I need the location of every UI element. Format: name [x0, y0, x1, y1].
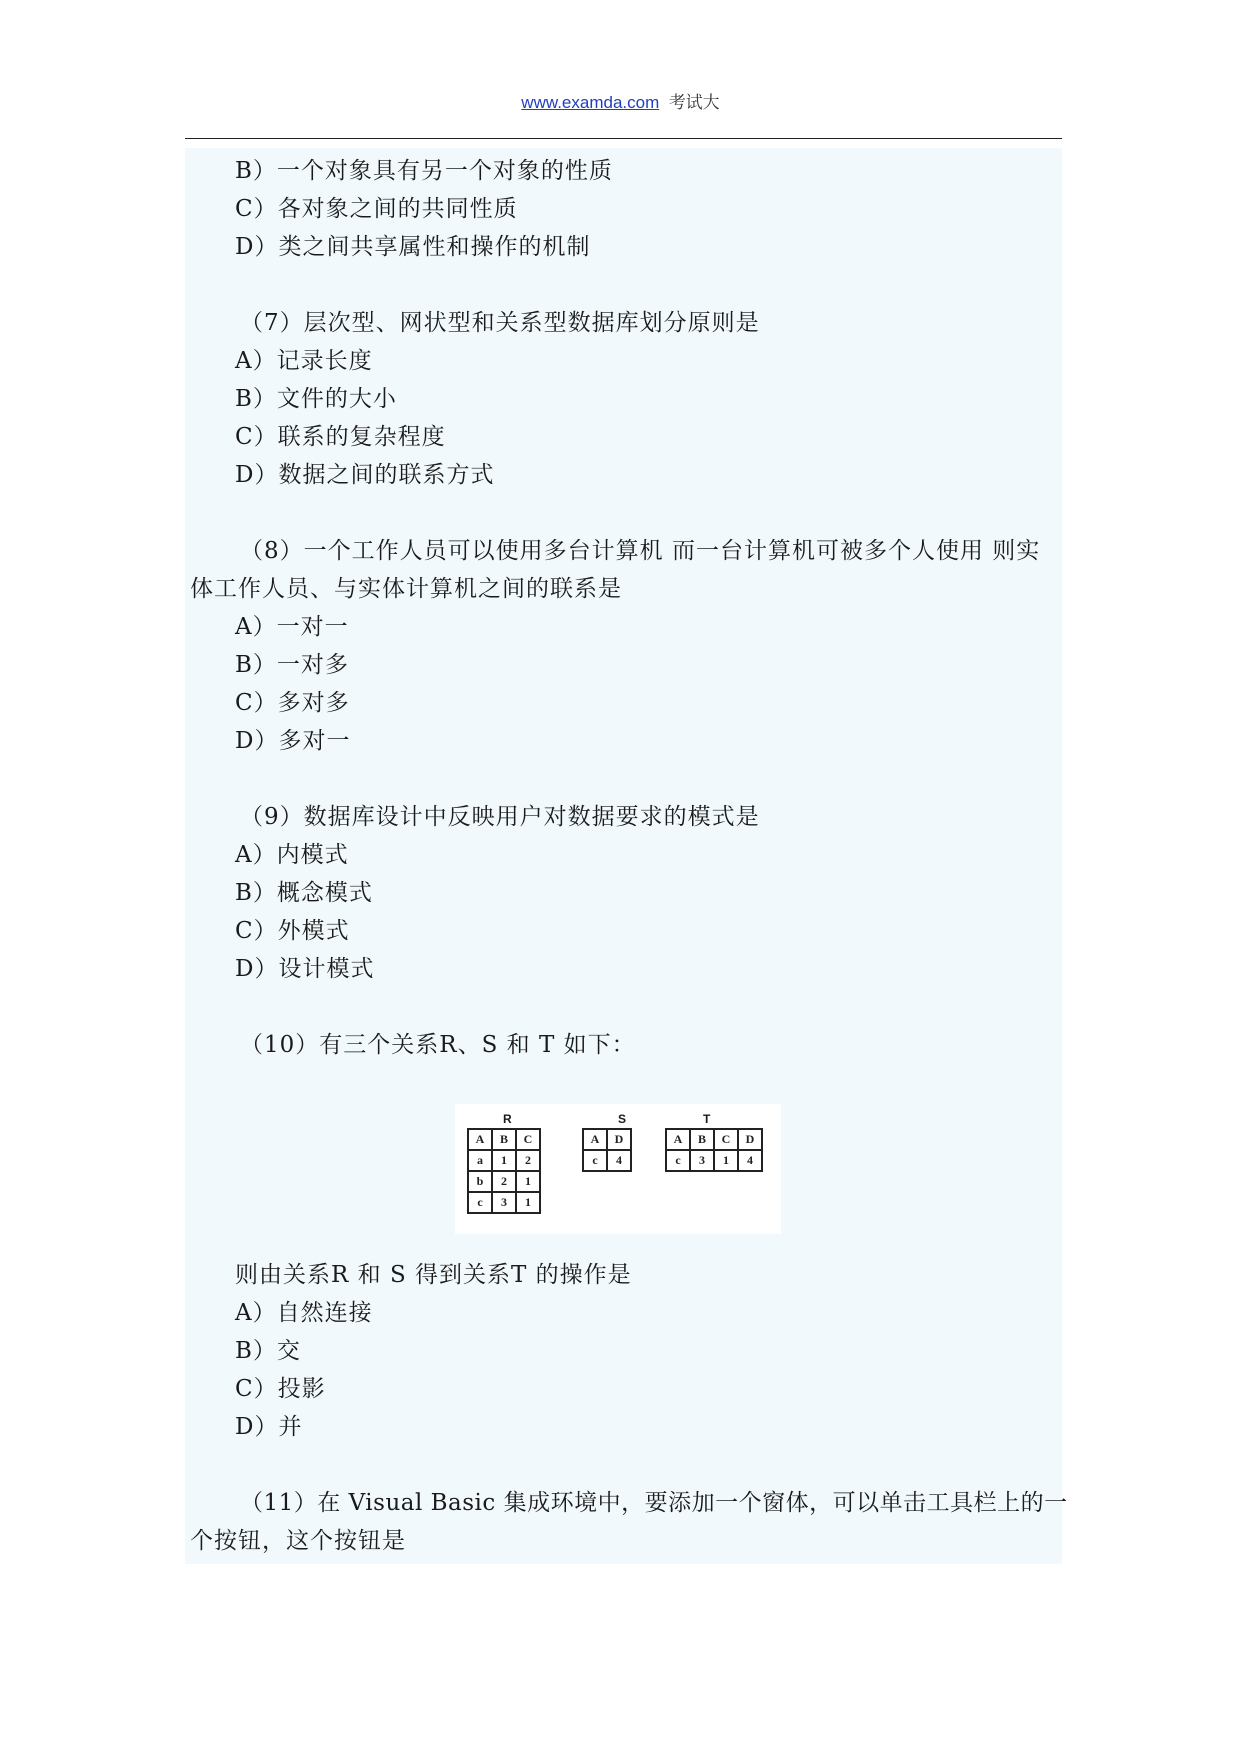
q8-option-a: A）一对一	[235, 614, 349, 640]
relation-cell: 1	[516, 1192, 540, 1213]
q10-option-a: A）自然连接	[235, 1300, 373, 1326]
header-divider	[185, 138, 1062, 139]
relation-t-label: T	[703, 1112, 711, 1126]
relation-cell: A	[666, 1129, 690, 1150]
relation-r-row	[468, 1129, 540, 1150]
relation-cell: C	[516, 1129, 540, 1150]
q9-question: （9）数据库设计中反映用户对数据要求的模式是	[240, 804, 760, 830]
relation-cell: 2	[516, 1150, 540, 1171]
relation-cell: B	[690, 1129, 714, 1150]
q10-question: （10）有三个关系R、S 和 T 如下：	[240, 1032, 636, 1058]
q10-option-d: D）并	[235, 1414, 303, 1440]
q6-option-d: D）类之间共享属性和操作的机制	[235, 234, 591, 260]
page-header	[0, 88, 1241, 113]
relation-t-table	[665, 1128, 763, 1172]
q9-option-d: D）设计模式	[235, 956, 375, 982]
q8-option-b: B）一对多	[235, 652, 349, 678]
relation-cell: 3	[690, 1150, 714, 1171]
q10-option-b: B）交	[235, 1338, 301, 1364]
relation-cell: 1	[714, 1150, 738, 1171]
relation-cell: c	[468, 1192, 492, 1213]
site-name: 考试大	[668, 93, 720, 112]
q9-option-a: A）内模式	[235, 842, 349, 868]
relation-cell: b	[468, 1171, 492, 1192]
relation-s-label: S	[618, 1112, 627, 1126]
relation-r-row	[468, 1192, 540, 1213]
q10-option-c: C）投影	[235, 1376, 326, 1402]
q7-option-a: A）记录长度	[235, 348, 373, 374]
q11-question-line1: （11）在 Visual Basic 集成环境中，要添加一个窗体，可以单击工具栏上的一	[240, 1490, 1068, 1516]
relation-cell: B	[492, 1129, 516, 1150]
relation-cell: c	[583, 1150, 607, 1171]
q11-question-line2: 个按钮，这个按钮是	[190, 1528, 406, 1554]
relation-cell: 1	[492, 1150, 516, 1171]
relation-cell: A	[468, 1129, 492, 1150]
relation-r-label: R	[503, 1112, 512, 1126]
q8-question-line1: （8）一个工作人员可以使用多台计算机 而一台计算机可被多个人使用 则实	[240, 538, 1041, 564]
relation-t-row	[666, 1150, 762, 1171]
relation-cell: 4	[607, 1150, 631, 1171]
q9-option-c: C）外模式	[235, 918, 350, 944]
q7-option-d: D）数据之间的联系方式	[235, 462, 495, 488]
relation-cell: c	[666, 1150, 690, 1171]
relation-cell: 3	[492, 1192, 516, 1213]
q6-option-c: C）各对象之间的共同性质	[235, 196, 518, 222]
relation-cell: a	[468, 1150, 492, 1171]
relation-cell: D	[607, 1129, 631, 1150]
relation-r-table	[467, 1128, 541, 1214]
q7-option-c: C）联系的复杂程度	[235, 424, 446, 450]
relation-s-row	[583, 1150, 631, 1171]
q8-question-line2: 体工作人员、与实体计算机之间的联系是	[190, 576, 622, 602]
relation-cell: A	[583, 1129, 607, 1150]
q7-question: （7）层次型、网状型和关系型数据库划分原则是	[240, 310, 760, 336]
relation-r-row	[468, 1150, 540, 1171]
q10-followup: 则由关系R 和 S 得到关系T 的操作是	[235, 1262, 632, 1288]
q8-option-c: C）多对多	[235, 690, 350, 716]
relation-cell: 4	[738, 1150, 762, 1171]
q7-option-b: B）文件的大小	[235, 386, 397, 412]
q6-option-b: B）一个对象具有另一个对象的性质	[235, 158, 613, 184]
relation-s-table	[582, 1128, 632, 1172]
relation-t-row	[666, 1129, 762, 1150]
relation-s-row	[583, 1129, 631, 1150]
relation-cell: C	[714, 1129, 738, 1150]
relations-figure	[455, 1104, 781, 1234]
document-body	[185, 148, 1068, 1564]
relation-cell: 2	[492, 1171, 516, 1192]
relation-cell: 1	[516, 1171, 540, 1192]
relation-r-row	[468, 1171, 540, 1192]
site-link[interactable]: www.examda.com	[521, 93, 660, 112]
q9-option-b: B）概念模式	[235, 880, 373, 906]
relation-cell: D	[738, 1129, 762, 1150]
q8-option-d: D）多对一	[235, 728, 351, 754]
